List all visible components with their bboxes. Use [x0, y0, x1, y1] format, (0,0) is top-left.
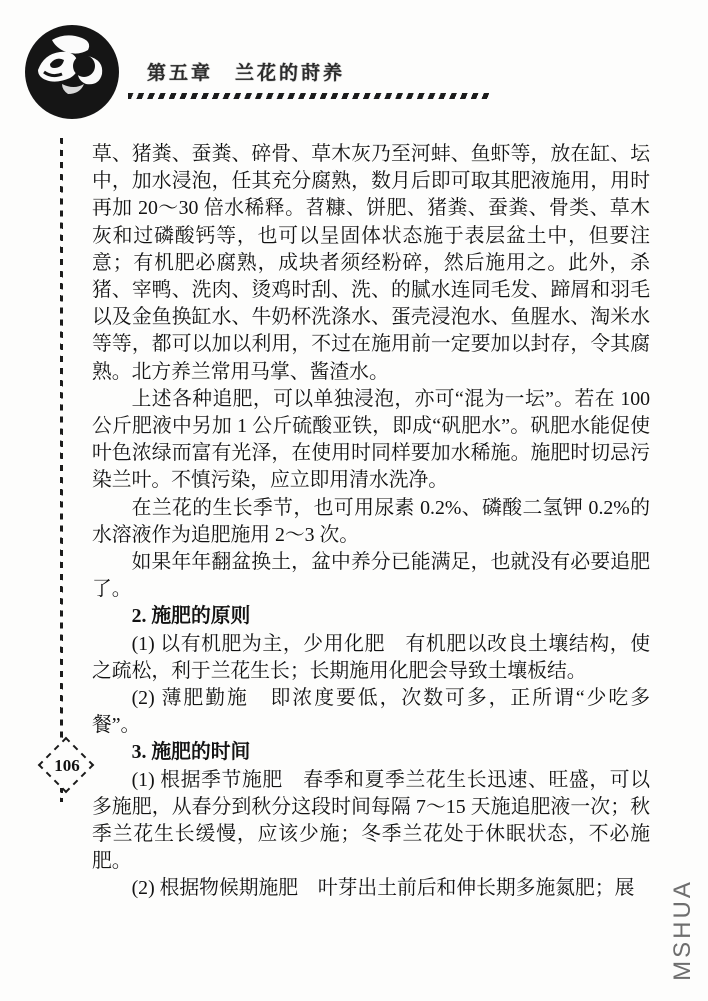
paragraph-phenology-fertilizing: (2) 根据物候期施肥 叶芽出土前后和伸长期多施氮肥；展 — [131, 877, 635, 900]
paragraph-mixed-topdressing: 上述各种追肥，可以单独浸泡，亦可“混为一坛”。若在 100 公斤肥液中另加 1 公斤硫酸亚铁，即成“矾肥水”。矾肥水能促使叶色浓绿而富有光泽，在使用时同样要加水稀施。施肥时切忌污染兰叶。不慎污染，应立即用清水洗净。 — [92, 387, 650, 492]
page-number: 106 — [54, 756, 80, 775]
paragraph-urea-solution: 在兰花的生长季节，也可用尿素 0.2%、磷酸二氢钾 0.2%的水溶液作为追肥施用 2～3 次。 — [92, 496, 650, 546]
heading-fertilizing-principles: 2. 施肥的原则 — [131, 605, 251, 628]
chapter-ink-blossom-logo-icon — [22, 20, 124, 136]
decorative-dashed-rule — [128, 93, 492, 99]
paragraph-repotting-note: 如果年年翻盆换土，盆中养分已能满足，也就没有必要追肥了。 — [92, 551, 650, 601]
chapter-title: 第五章 兰花的莳养 — [147, 63, 346, 84]
paragraph-organic-first: (1) 以有机肥为主，少用化肥 有机肥以改良土壤结构，使之疏松，利于兰花生长；长期施用化肥会导致土壤板结。 — [92, 632, 650, 682]
page-content — [92, 141, 650, 903]
page-number-badge — [39, 738, 95, 794]
paragraph-fertilizer-soak: 草、猪粪、蚕粪、碎骨、草木灰乃至河蚌、鱼虾等，放在缸、坛中，加水浸泡，任其充分腐熟，数月后即可取其肥液施用，用时再加 20～30 倍水稀释。苕糠、饼肥、猪粪、蚕粪、骨类、草木灰和过磷酸钙等，也可以呈固体状态施于表层盆土中，但要注意；有机肥必腐熟，成块者须经粉碎，然后施用之。此外，杀猪、宰鸭、洗肉、烫鸡时刮、洗、的腻水连同毛发、蹄屑和羽毛以及金鱼换缸水、牛奶杯洗涤水、蛋壳浸泡水、鱼腥水、淘米水等等，都可以加以利用，不过在施用前一定要加以封存，令其腐熟。北方养兰常用马掌、酱渣水。 — [92, 143, 650, 383]
heading-fertilizing-time: 3. 施肥的时间 — [131, 741, 251, 764]
publisher-watermark: MSHUA — [669, 879, 696, 981]
paragraph-seasonal-fertilizing: (1) 根据季节施肥 春季和夏季兰花生长迅速、旺盛，可以多施肥，从春分到秋分这段时间每隔 7～15 天施追肥液一次；秋季兰花生长缓慢，应该少施；冬季兰花处于休眠状态，不必施肥。 — [92, 768, 650, 873]
paragraph-thin-frequent: (2) 薄肥勤施 即浓度要低，次数可多，正所谓“少吃多餐”。 — [92, 687, 650, 737]
dashed-leader-line — [60, 138, 63, 738]
